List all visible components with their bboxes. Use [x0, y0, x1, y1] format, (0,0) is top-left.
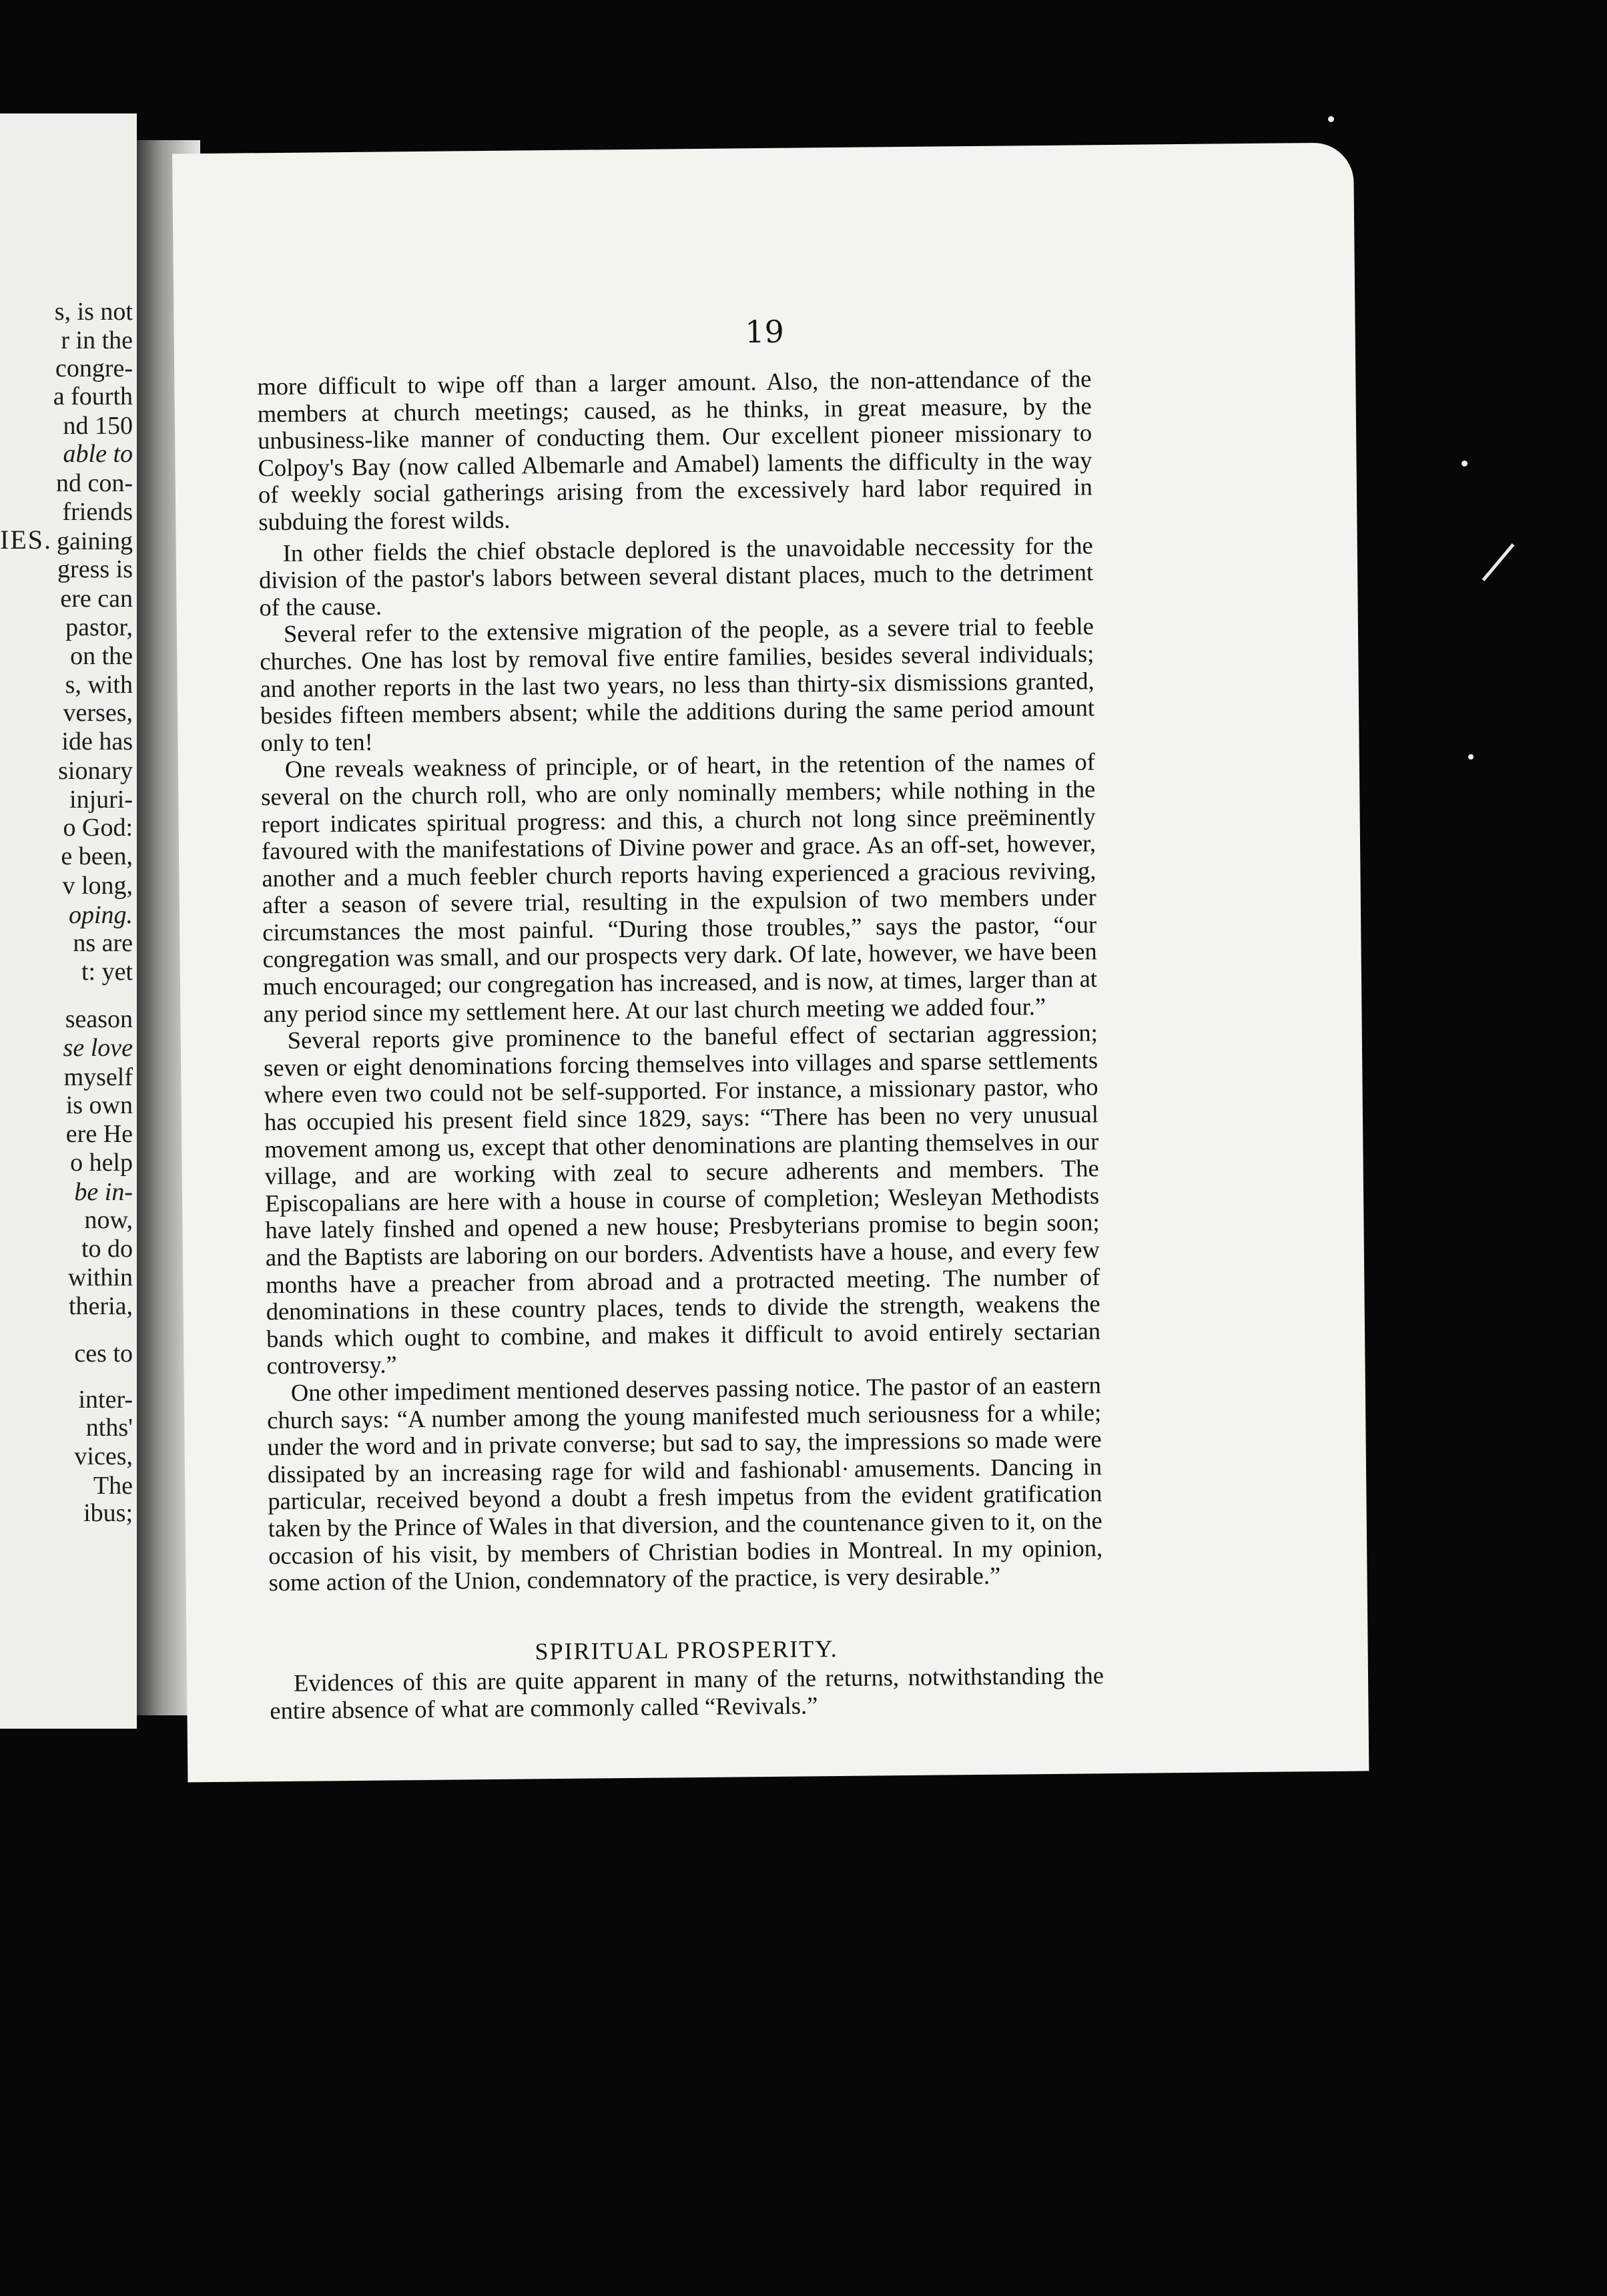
film-speck: [1462, 461, 1468, 467]
body-paragraph: In other fields the chief obstacle deplored is the unavoidable neccessity for the division of the pastor's labors between several distant places, much to the detriment of the cause.: [258, 531, 1094, 621]
left-page-fragment: season: [65, 1005, 133, 1033]
left-page-fragment: ere can: [60, 585, 133, 613]
left-page-fragment: vices,: [74, 1442, 133, 1470]
left-page-fragment: on the: [70, 642, 133, 670]
book-page: [172, 143, 1369, 1783]
previous-page-edge: [0, 113, 137, 1729]
left-page-fragment: sionary: [58, 757, 133, 785]
left-page-fragment: s, is not: [54, 298, 133, 326]
left-page-fragment: oping.: [68, 901, 133, 929]
left-page-fragment: se love: [63, 1034, 133, 1062]
left-page-fragment: r in the: [61, 326, 133, 354]
left-page-fragment: ces to: [74, 1340, 133, 1368]
left-page-heading-fragment: IES.: [0, 525, 52, 555]
left-page-fragment: ibus;: [83, 1499, 133, 1527]
left-page-fragment: o God:: [63, 814, 133, 842]
left-page-fragment: t: yet: [81, 958, 133, 986]
left-page-fragment: v long,: [62, 872, 133, 900]
left-page-fragment: friends: [62, 498, 133, 526]
final-paragraph: Evidences of this are quite apparent in many of the returns, notwithstanding the entire absence of what are commonly called “Revivals.”: [270, 1661, 1104, 1725]
film-scratch: [1482, 543, 1515, 581]
left-page-fragment: nd con-: [55, 469, 133, 497]
film-speck: [1328, 116, 1334, 122]
body-paragraph: Several reports give prominence to the baneful effect of sectarian aggression; seven or eight denominations forcing themselves into villages and sparse settlements where even two could not be self-supported. For instance, a missionary pastor, who has occupied his present field since 1829, says: “There has been no very unusual movement among us, except that other denominations are planting themselves in our village, and are working with zeal to secure adherents and members. The Episcopalians are here with a house in course of completion; Wesleyan Methodists have lately finshed and opened a new house; Presbyterians promise to begin soon; and the Baptists are laboring on our borders. Adventists have a house, and every few months have a preacher from abroad and a protracted meeting. The number of denominations in these country places, tends to divide the strength, weakens the bands which ought to combine, and makes it difficult to avoid entirely sectarian controversy.”: [263, 1019, 1101, 1380]
left-page-fragment: The: [93, 1472, 133, 1500]
left-page-fragment: o help: [70, 1149, 133, 1177]
body-paragraph: One reveals weakness of principle, or of heart, in the retention of the names of several on the church roll, who are only nominally members; while nothing in the report indicates spiritual progress: and this, a church not long since preëminently favoured with the manifestations of Divine power and grace. As an off-set, however, another and a much feebler church reports having experienced a gracious reviving, after a season of severe trial, resulting in the expulsion of two members under circumstances the most painful. “During those troubles,” says the pastor, “our congregation was small, and our prospects very dark. Of late, however, we have been much encouraged; our congregation has increased, and is now, at times, larger than at any period since my settlement here. At our last church meeting we added four.”: [261, 748, 1098, 1027]
left-page-fragment: ere He: [65, 1120, 133, 1148]
left-page-fragment: within: [67, 1263, 133, 1292]
page-body: [257, 365, 1104, 1724]
left-page-fragment: to do: [81, 1235, 133, 1263]
left-page-fragment: e been,: [61, 842, 133, 870]
left-page-fragment: nths': [85, 1414, 133, 1442]
body-paragraph: Several refer to the extensive migration of the people, as a severe trial to feeble churches. One has lost by removal five entire families, besides several individuals; and another reports in the last two years, no less than thirty-six dismissions granted, besides fifteen members absent; while the additions during the same period amount only to ten!: [260, 612, 1095, 756]
left-page-fragment: s, with: [65, 671, 133, 699]
left-page-fragment: able to: [63, 440, 133, 468]
left-page-fragment: gaining: [57, 527, 133, 555]
left-page-fragment: inter-: [78, 1386, 133, 1414]
left-page-fragment: be in-: [74, 1178, 133, 1206]
body-paragraph: more difficult to wipe off than a larger amount. Also, the non-attendance of the members at church meetings; caused, as he thinks, in great measure, by the unbusiness-like manner of conducting them. Our excellent pioneer missionary to Colpoy's Bay (now called Albemarle and Amabel) laments the difficulty in the way of weekly social gatherings arising from the excessively hard labor required in subduing the forest wilds.: [257, 364, 1093, 536]
left-page-fragment: is own: [65, 1091, 133, 1119]
left-page-fragment: a fourth: [53, 382, 133, 410]
left-page-fragment: theria,: [68, 1292, 133, 1320]
left-page-fragment: myself: [63, 1063, 133, 1091]
left-page-fragment: verses,: [63, 699, 133, 727]
left-page-fragment: gress is: [57, 555, 133, 583]
paragraph-list: [257, 365, 1103, 1597]
section-heading: SPIRITUAL PROSPERITY.: [535, 1635, 838, 1665]
body-paragraph: One other impediment mentioned deserves passing notice. The pastor of an eastern church says: “A number among the young manifested much seriousness for a while; under the word and in private converse; but sad to say, the impressions so made were dissipated by an increasing rage for wild and fashionabl· amusements. Dancing in particular, received beyond a doubt a fresh impetus from the evident gratification taken by the Prince of Wales in that diversion, and the countenance given to it, on the occasion of his visit, by members of Christian bodies in Montreal. In my opinion, some action of the Union, condemnatory of the practice, is very desirable.”: [267, 1371, 1103, 1597]
left-page-fragment: now,: [84, 1206, 133, 1234]
left-page-fragment: nd 150: [63, 412, 133, 440]
left-page-fragment: congre-: [55, 354, 133, 382]
left-page-fragment: ide has: [61, 728, 133, 756]
left-page-fragment: ns are: [73, 929, 133, 957]
left-page-fragment: pastor,: [65, 613, 133, 641]
page-number: 19: [745, 313, 785, 350]
film-speck: [1468, 754, 1474, 760]
left-page-fragment: injuri-: [69, 786, 133, 814]
